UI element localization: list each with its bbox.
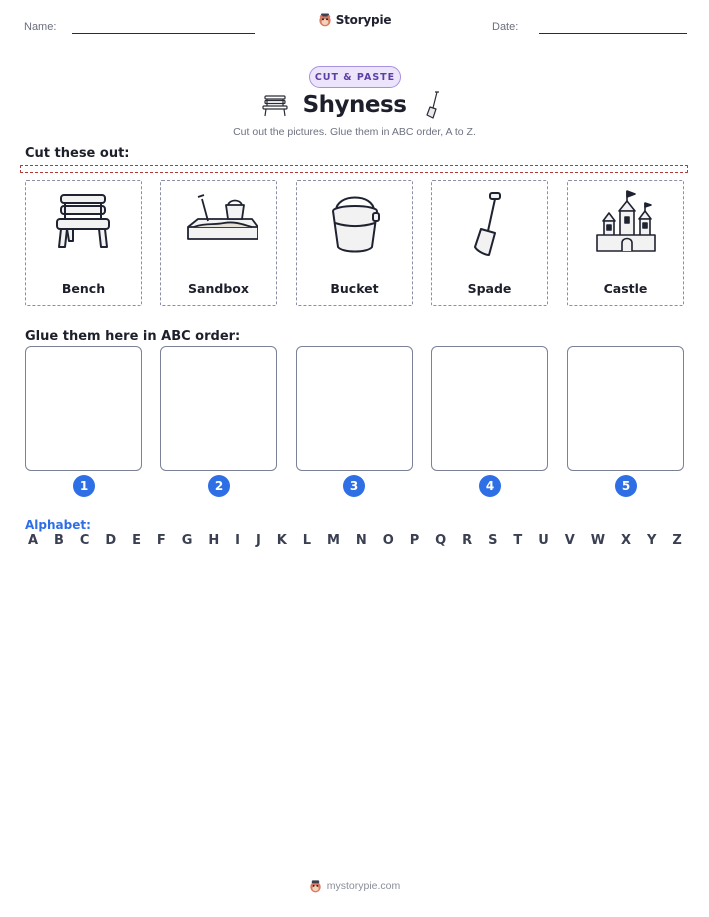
storypie-mascot-icon xyxy=(318,12,332,27)
alphabet-letter: D xyxy=(105,533,117,548)
alphabet-letter: Q xyxy=(435,533,447,548)
slot-number: 1 xyxy=(73,475,95,497)
bucket-icon xyxy=(320,189,390,261)
alphabet-letter: P xyxy=(409,533,420,548)
slot-number: 5 xyxy=(615,475,637,497)
alphabet-letter: C xyxy=(79,533,90,548)
alphabet-letter: B xyxy=(54,533,64,548)
alphabet-letter: Z xyxy=(672,533,682,548)
alphabet-letter: G xyxy=(181,533,193,548)
sandbox-icon xyxy=(180,189,258,261)
alphabet-letter: N xyxy=(355,533,367,548)
glue-slot-3[interactable] xyxy=(296,346,413,471)
cut-line xyxy=(20,165,688,173)
glue-slot-2[interactable] xyxy=(160,346,277,471)
slot-number: 3 xyxy=(343,475,365,497)
cut-card-sandbox[interactable] xyxy=(160,180,277,306)
alphabet-letter: T xyxy=(513,533,523,548)
cut-card-spade[interactable] xyxy=(431,180,548,306)
cut-section-heading: Cut these out: xyxy=(25,146,130,161)
footer-site: mystorypie.com xyxy=(326,880,401,892)
cut-card-bucket[interactable] xyxy=(296,180,413,306)
alphabet-letter: X xyxy=(621,533,632,548)
alphabet-letter: E xyxy=(132,533,141,548)
cut-card-castle[interactable] xyxy=(567,180,684,306)
alphabet-letter: R xyxy=(462,533,473,548)
alphabet-row xyxy=(28,533,682,548)
name-line[interactable] xyxy=(72,33,255,34)
instructions: Cut out the pictures. Glue them in ABC order, A to Z. xyxy=(233,126,476,138)
alphabet-letter: J xyxy=(255,533,261,548)
spade-icon xyxy=(423,90,441,120)
cut-card-bench[interactable] xyxy=(25,180,142,306)
spade-icon xyxy=(455,189,525,261)
alphabet-letter: S xyxy=(488,533,498,548)
alphabet-letter: I xyxy=(235,533,241,548)
glue-slot-4[interactable] xyxy=(431,346,548,471)
activity-badge: CUT & PASTE xyxy=(309,66,401,88)
alphabet-heading: Alphabet: xyxy=(25,518,91,532)
date-label: Date: xyxy=(492,21,519,33)
bench-icon xyxy=(49,189,119,261)
slot-number: 2 xyxy=(208,475,230,497)
date-line[interactable] xyxy=(539,33,687,34)
alphabet-letter: F xyxy=(156,533,166,548)
page-title: Shyness xyxy=(302,92,407,118)
card-label: Bucket xyxy=(330,281,379,296)
alphabet-letter: A xyxy=(28,533,39,548)
name-label: Name: xyxy=(24,21,57,33)
glue-section-heading: Glue them here in ABC order: xyxy=(25,329,241,344)
card-label: Spade xyxy=(467,281,512,296)
alphabet-letter: W xyxy=(590,533,606,548)
brand-logo xyxy=(0,12,709,27)
card-label: Castle xyxy=(603,281,648,296)
alphabet-letter: Y xyxy=(646,533,657,548)
alphabet-letter: L xyxy=(302,533,312,548)
card-label: Bench xyxy=(61,281,106,296)
alphabet-letter: O xyxy=(382,533,394,548)
alphabet-letter: M xyxy=(326,533,340,548)
castle-icon xyxy=(591,189,661,261)
alphabet-letter: H xyxy=(208,533,220,548)
alphabet-letter: V xyxy=(564,533,575,548)
card-label: Sandbox xyxy=(188,281,249,296)
glue-slot-1[interactable] xyxy=(25,346,142,471)
footer xyxy=(0,879,709,893)
brand-name: Storypie xyxy=(335,12,392,27)
slot-number: 4 xyxy=(479,475,501,497)
alphabet-letter: K xyxy=(276,533,287,548)
glue-slot-5[interactable] xyxy=(567,346,684,471)
alphabet-letter: U xyxy=(538,533,549,548)
storypie-mascot-icon xyxy=(309,879,322,893)
